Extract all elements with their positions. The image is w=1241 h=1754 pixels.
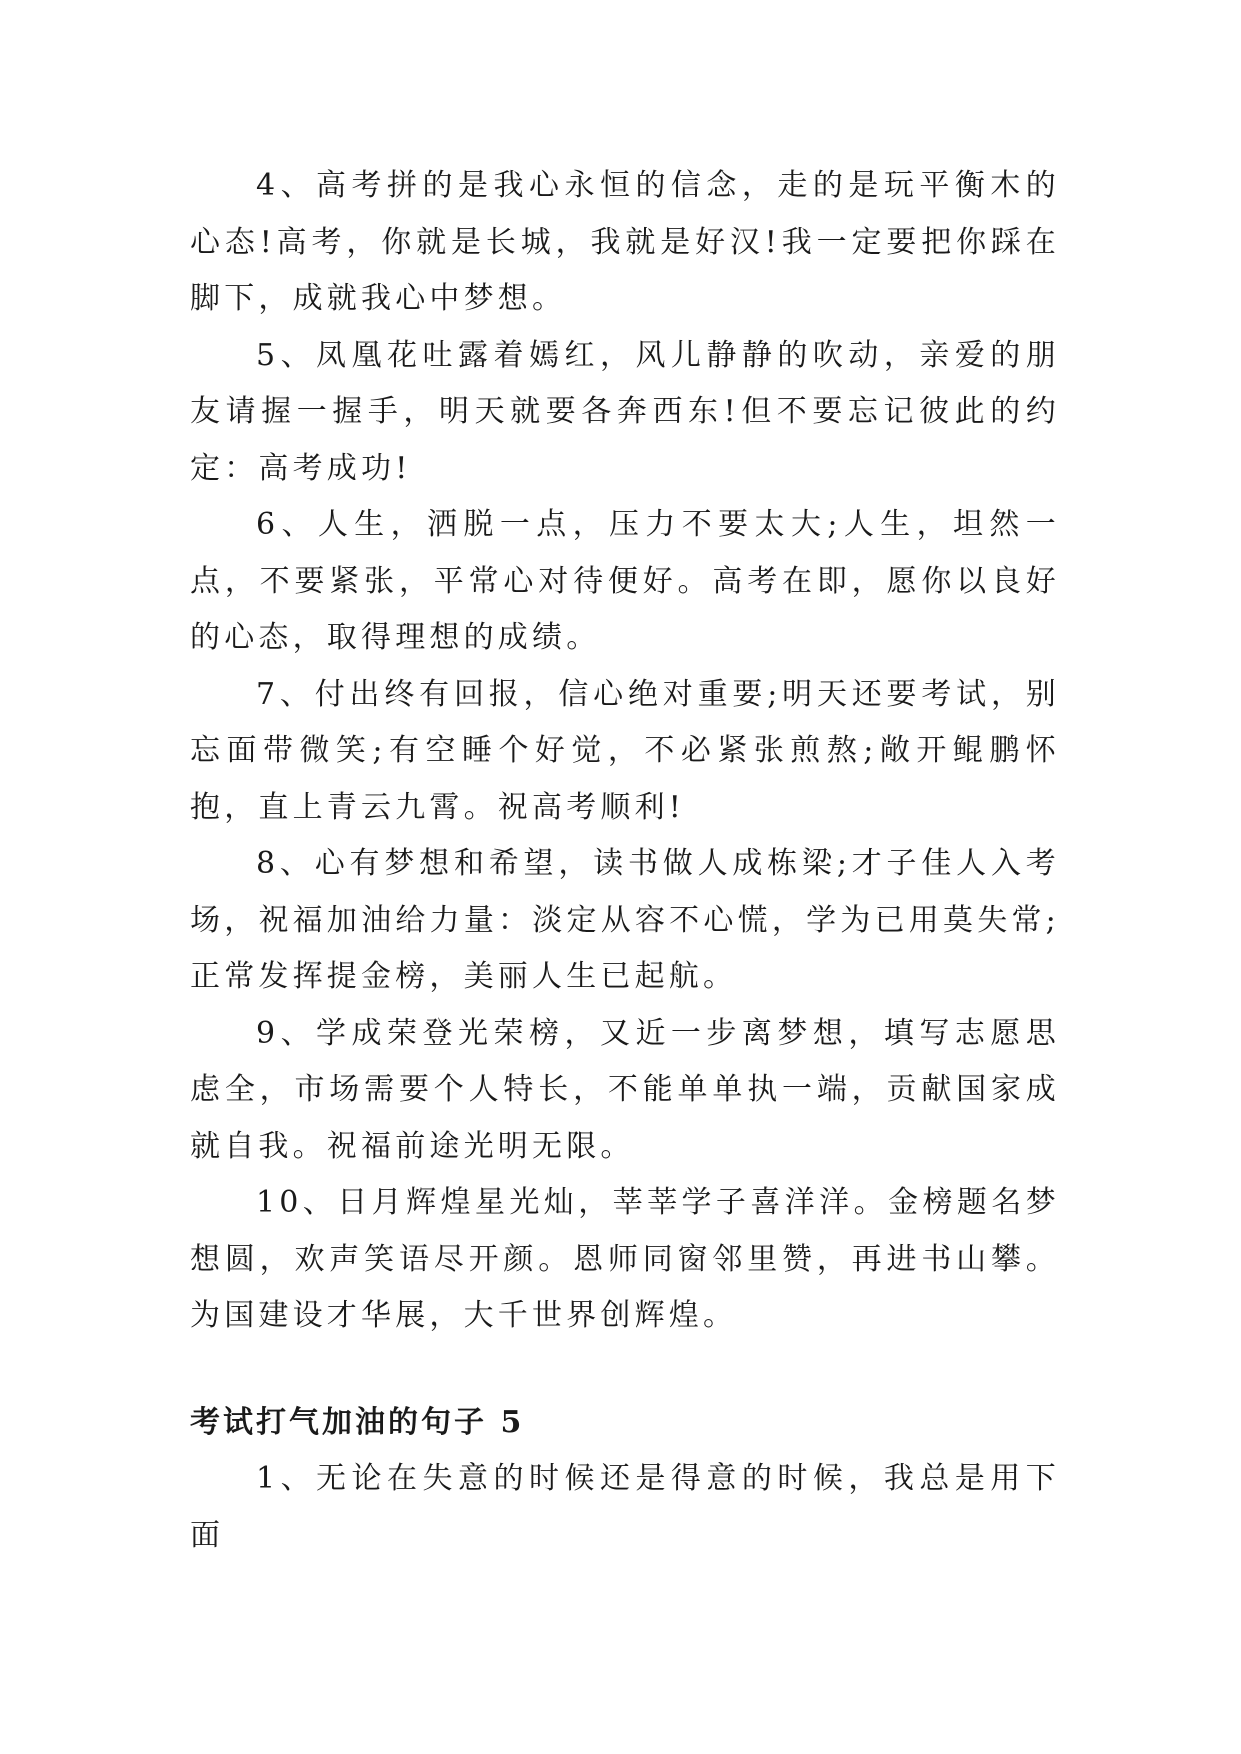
paragraph-7: 7、付出终有回报，信心绝对重要;明天还要考试，别忘面带微笑;有空睡个好觉，不必紧张煎熬;敞开鲲鹏怀抱，直上青云九霄。祝高考顺利! bbox=[190, 676, 1060, 825]
paragraph-section5-1: 1、无论在失意的时候还是得意的时候，我总是用下面 bbox=[190, 1461, 1060, 1553]
paragraph-10: 10、日月辉煌星光灿，莘莘学子喜洋洋。金榜题名梦想圆，欢声笑语尽开颜。恩师同窗邻里赞，再进书山攀。为国建设才华展，大千世界创辉煌。 bbox=[190, 1185, 1060, 1333]
paragraph-4: 4、高考拼的是我心永恒的信念，走的是玩平衡木的心态!高考，你就是长城，我就是好汉!我一定要把你踩在脚下，成就我心中梦想。 bbox=[190, 168, 1060, 316]
paragraph-6: 6、人生，洒脱一点，压力不要太大;人生，坦然一点，不要紧张，平常心对待便好。高考在即，愿你以良好的心态，取得理想的成绩。 bbox=[190, 507, 1060, 655]
document-page bbox=[190, 158, 1060, 1564]
paragraph-8: 8、心有梦想和希望，读书做人成栋梁;才子佳人入考场，祝福加油给力量：淡定从容不心慌，学为已用莫失常;正常发挥提金榜，美丽人生已起航。 bbox=[190, 846, 1060, 994]
section-heading: 考试打气加油的句子 5 bbox=[190, 1404, 525, 1440]
paragraph-5: 5、凤凰花吐露着嫣红，风儿静静的吹动，亲爱的朋友请握一握手，明天就要各奔西东!但不要忘记彼此的约定：高考成功! bbox=[190, 337, 1060, 486]
paragraph-9: 9、学成荣登光荣榜，又近一步离梦想，填写志愿思虑全，市场需要个人特长，不能单单执一端，贡献国家成就自我。祝福前途光明无限。 bbox=[190, 1015, 1060, 1164]
